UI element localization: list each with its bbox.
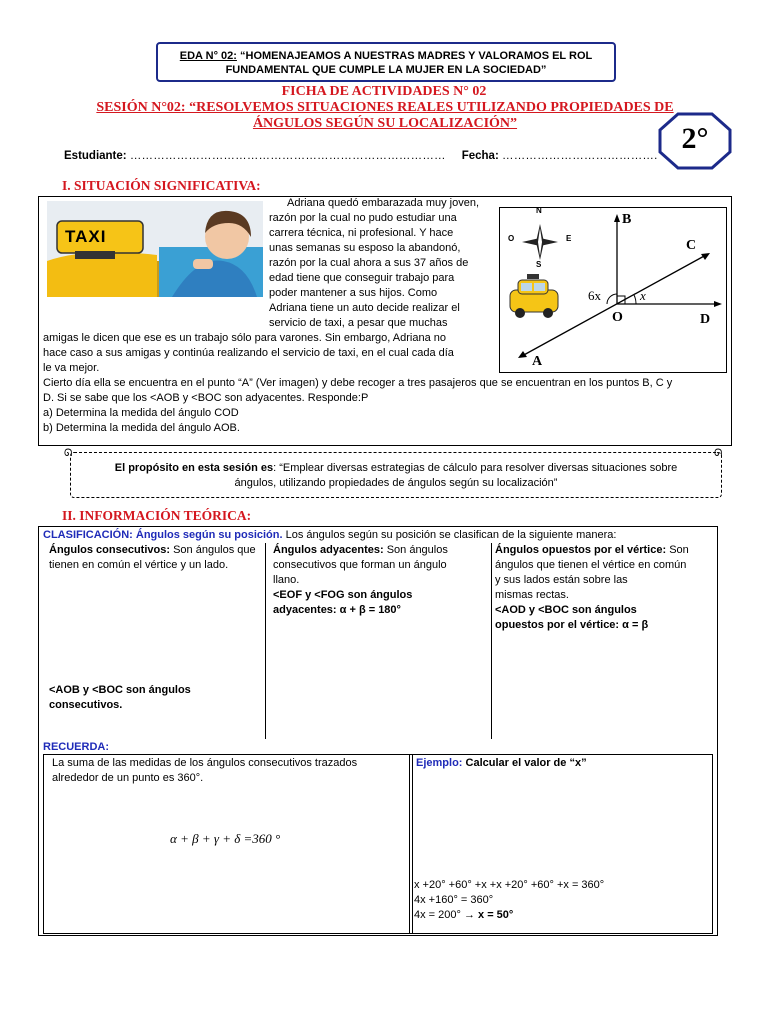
grade-badge-text: 2° xyxy=(681,122,709,155)
purpose-text-2: ángulos, utilizando propiedades de ángulos según su localización” xyxy=(234,477,558,489)
col3-note2: opuestos por el vértice: α = β xyxy=(495,619,649,631)
compass-e: E xyxy=(566,234,572,243)
ejemplo-heading xyxy=(416,756,587,771)
scroll-curl-icon: ᘏ xyxy=(714,448,723,459)
eda-line2: FUNDAMENTAL QUE CUMPLE LA MUJER EN LA SOCIEDAD” xyxy=(225,64,547,76)
para-line: le va mejor. xyxy=(43,362,100,374)
para-line: razón por la cual no pudo estudiar una xyxy=(269,212,457,224)
classification-label: CLASIFICACIÓN: Ángulos según su posición. xyxy=(43,529,283,541)
angle-diagram-svg xyxy=(500,208,726,372)
compass-s: S xyxy=(536,260,542,269)
column-opuestos xyxy=(495,543,715,633)
para-line: Adriana tiene un auto decide realizar el xyxy=(269,302,460,314)
para-line: unas semanas su esposo la abandonó, xyxy=(269,242,461,254)
col2-note2: adyacentes: α + β = 180° xyxy=(273,604,401,616)
question-a: a) Determina la medida del ángulo COD xyxy=(43,407,239,419)
purpose-label: El propósito en esta sesión es xyxy=(114,462,274,474)
para-line: carrera técnica, ni profesional. Y hace xyxy=(269,227,454,239)
ejemplo-title: Calcular el valor de “x” xyxy=(462,757,587,769)
student-label: Estudiante: xyxy=(64,150,127,162)
ejemplo-solution xyxy=(414,878,710,923)
purpose-colon: : xyxy=(273,462,280,474)
para-line: amigas le dicen que ese es un trabajo sólo para varones. Sin embargo, Adriana no xyxy=(43,332,446,344)
ejemplo-label: Ejemplo: xyxy=(416,757,463,769)
para-line: Cierto día ella se encuentra en el punto “A” (Ver imagen) y debe recoger a tres pasajeros que se encuentran en los puntos B, C y xyxy=(43,377,673,389)
col3-text-c: y sus lados están sobre las xyxy=(495,574,628,586)
recuerda-text-1: La suma de las medidas de los ángulos consecutivos trazados xyxy=(52,757,358,769)
angle-diagram xyxy=(499,207,727,373)
grade-badge xyxy=(658,112,732,170)
point-c-label: C xyxy=(686,238,697,253)
col3-heading: Ángulos opuestos por el vértice: xyxy=(495,544,667,556)
col1-note2: consecutivos. xyxy=(49,699,123,711)
session-title-line1: SESIÓN N°02: “RESOLVEMOS SITUACIONES REALES UTILIZANDO PROPIEDADES DE xyxy=(96,100,674,115)
classification-line xyxy=(43,528,713,543)
column-adyacentes xyxy=(273,543,487,618)
para-line: servicio de taxi, a pesar que muchas xyxy=(269,317,448,329)
para-line: poder mantener a sus hijos. Como xyxy=(269,287,438,299)
col1-text-a: Son ángulos que xyxy=(170,544,256,556)
taxi-car-icon xyxy=(510,274,558,318)
sum-formula: α + β + γ + δ =360 ° xyxy=(170,831,281,846)
col1-text-b: tienen en común el vértice y un lado. xyxy=(49,559,229,571)
para-line: D. Si se sabe que los <AOB y <BOC son adyacentes. Responde:P xyxy=(43,392,369,404)
angle-6x-label: 6x xyxy=(588,288,601,303)
column-divider xyxy=(491,543,492,739)
angle-x-label: x xyxy=(640,288,646,303)
date-label: Fecha: xyxy=(461,150,499,162)
question-b: b) Determina la medida del ángulo AOB. xyxy=(43,422,240,434)
point-o-label: O xyxy=(612,310,623,325)
ejemplo-line2: 4x +160° = 360° xyxy=(414,894,494,906)
purpose-box xyxy=(70,452,722,498)
situation-paragraph-top xyxy=(269,196,489,331)
para-line: razón por la cual ahora a sus 37 años de xyxy=(269,257,469,269)
point-b-label: B xyxy=(622,212,632,227)
ejemplo-box xyxy=(409,754,713,934)
eda-line1: “HOMENAJEAMOS A NUESTRAS MADRES Y VALORAMOS EL ROL xyxy=(236,50,593,62)
ejemplo-answer: x = 50° xyxy=(478,909,514,921)
purpose-text-1: “Emplear diversas estrategias de cálculo para resolver diversas situaciones sobre xyxy=(279,462,678,474)
session-title-line2: ÁNGULOS SEGÚN SU LOCALIZACIÓN” xyxy=(252,116,518,131)
col3-text-b: ángulos que tienen el vértice en común xyxy=(495,559,687,571)
student-field[interactable]: ……………………………………………………………………… xyxy=(129,150,446,162)
compass-rose-icon xyxy=(522,224,558,260)
compass-n: N xyxy=(536,206,542,215)
scroll-curl-icon: ᘏ xyxy=(64,448,73,459)
point-d-label: D xyxy=(700,312,711,327)
col1-heading: Ángulos consecutivos: xyxy=(49,544,171,556)
ficha-title: FICHA DE ACTIVIDADES N° 02 xyxy=(281,84,487,99)
taxi-woman-photo xyxy=(47,201,263,297)
classification-text: Los ángulos según su posición se clasifican de la siguiente manera: xyxy=(282,529,617,541)
situation-box xyxy=(38,196,732,446)
col3-note1: <AOD y <BOC son ángulos xyxy=(495,604,637,616)
date-field[interactable]: …………………………………. xyxy=(502,150,658,162)
session-title xyxy=(60,100,710,132)
compass-o: O xyxy=(508,234,515,243)
col3-text-d: mismas rectas. xyxy=(495,589,569,601)
recuerda-text-2: alrededor de un punto es 360°. xyxy=(52,772,204,784)
taxi-sign-text: TAXI xyxy=(65,227,107,246)
para-line: hace caso a sus amigas y continúa realizando el servicio de taxi, en el cual cada día xyxy=(43,347,454,359)
ejemplo-line1: x +20° +60° +x +x +20° +60° +x = 360° xyxy=(414,879,605,891)
col2-text-c: llano. xyxy=(273,574,300,586)
col2-note1: <EOF y <FOG son ángulos xyxy=(273,589,413,601)
ejemplo-line3a: 4x = 200° → xyxy=(414,909,479,921)
col1-note xyxy=(49,683,263,713)
col1-note1: <AOB y <BOC son ángulos xyxy=(49,684,191,696)
col2-text-b: consecutivos que forman un ángulo xyxy=(273,559,447,571)
section2-title: II. INFORMACIÓN TEÓRICA: xyxy=(62,508,252,523)
section1-title: I. SITUACIÓN SIGNIFICATIVA: xyxy=(62,178,261,193)
para-line: Adriana quedó embarazada muy joven, xyxy=(287,197,480,209)
recuerda-label: RECUERDA: xyxy=(43,741,109,753)
eda-header-box xyxy=(156,42,616,82)
col2-heading: Ángulos adyacentes: xyxy=(273,544,384,556)
col2-text-a: Son ángulos xyxy=(383,544,448,556)
recuerda-box xyxy=(43,754,413,934)
eda-prefix: EDA N° 02: xyxy=(179,50,237,62)
student-line xyxy=(64,150,658,162)
column-divider xyxy=(265,543,266,739)
col3-text-a: Son xyxy=(666,544,689,556)
point-a-label: A xyxy=(532,354,543,369)
para-line: edad tiene que conseguir trabajo para xyxy=(269,272,455,284)
column-consecutivos xyxy=(49,543,263,573)
theory-box xyxy=(38,526,718,936)
